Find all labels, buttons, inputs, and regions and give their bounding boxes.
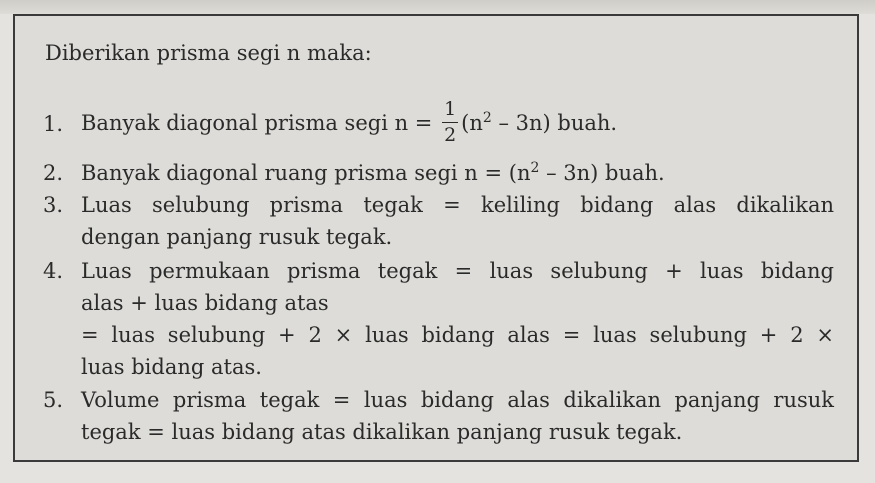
item-3-number: 3. — [43, 193, 64, 217]
item-3-line-1: Luas selubung prisma tegak = keliling bidang alas dikalikan — [81, 193, 834, 217]
item-4-line-2: alas + luas bidang atas — [81, 291, 329, 315]
item-4-line-1: Luas permukaan prisma tegak = luas selubung + luas bidang — [81, 259, 834, 283]
item-4-line-4: luas bidang atas. — [81, 355, 262, 379]
item-1-before: Banyak diagonal prisma segi n = — [81, 111, 440, 135]
item-2-text — [81, 157, 834, 189]
intro-text: Diberikan prisma segi n maka: — [45, 41, 372, 65]
item-1-exponent: 2 — [482, 110, 492, 126]
item-4-line-3: = luas selubung + 2 × luas bidang alas = luas selubung + 2 × — [81, 323, 834, 347]
item-2-before: Banyak diagonal ruang prisma segi n = (n — [81, 161, 531, 185]
item-5-line-2: tegak = luas bidang atas dikalikan panjang rusuk tegak. — [81, 420, 683, 444]
item-2-exponent: 2 — [530, 160, 540, 176]
item-2-number: 2. — [43, 161, 64, 185]
page-top-edge — [0, 0, 875, 14]
item-5-number: 5. — [43, 388, 64, 412]
item-1-number: 1. — [43, 112, 64, 136]
item-3-line-2: dengan panjang rusuk tegak. — [81, 225, 393, 249]
item-1-expr-a: (n — [461, 111, 483, 135]
fraction-numerator: 1 — [442, 100, 458, 123]
item-1-text — [81, 90, 834, 156]
item-5-line-1: Volume prisma tegak = luas bidang alas dikalikan panjang rusuk — [81, 388, 834, 412]
item-2-after: – 3n) buah. — [539, 161, 665, 185]
item-1-fraction — [442, 100, 458, 145]
item-1-expr-b: – 3n) buah. — [491, 111, 618, 135]
item-4-number: 4. — [43, 259, 64, 283]
definition-box — [13, 14, 859, 462]
fraction-denominator: 2 — [444, 124, 457, 146]
